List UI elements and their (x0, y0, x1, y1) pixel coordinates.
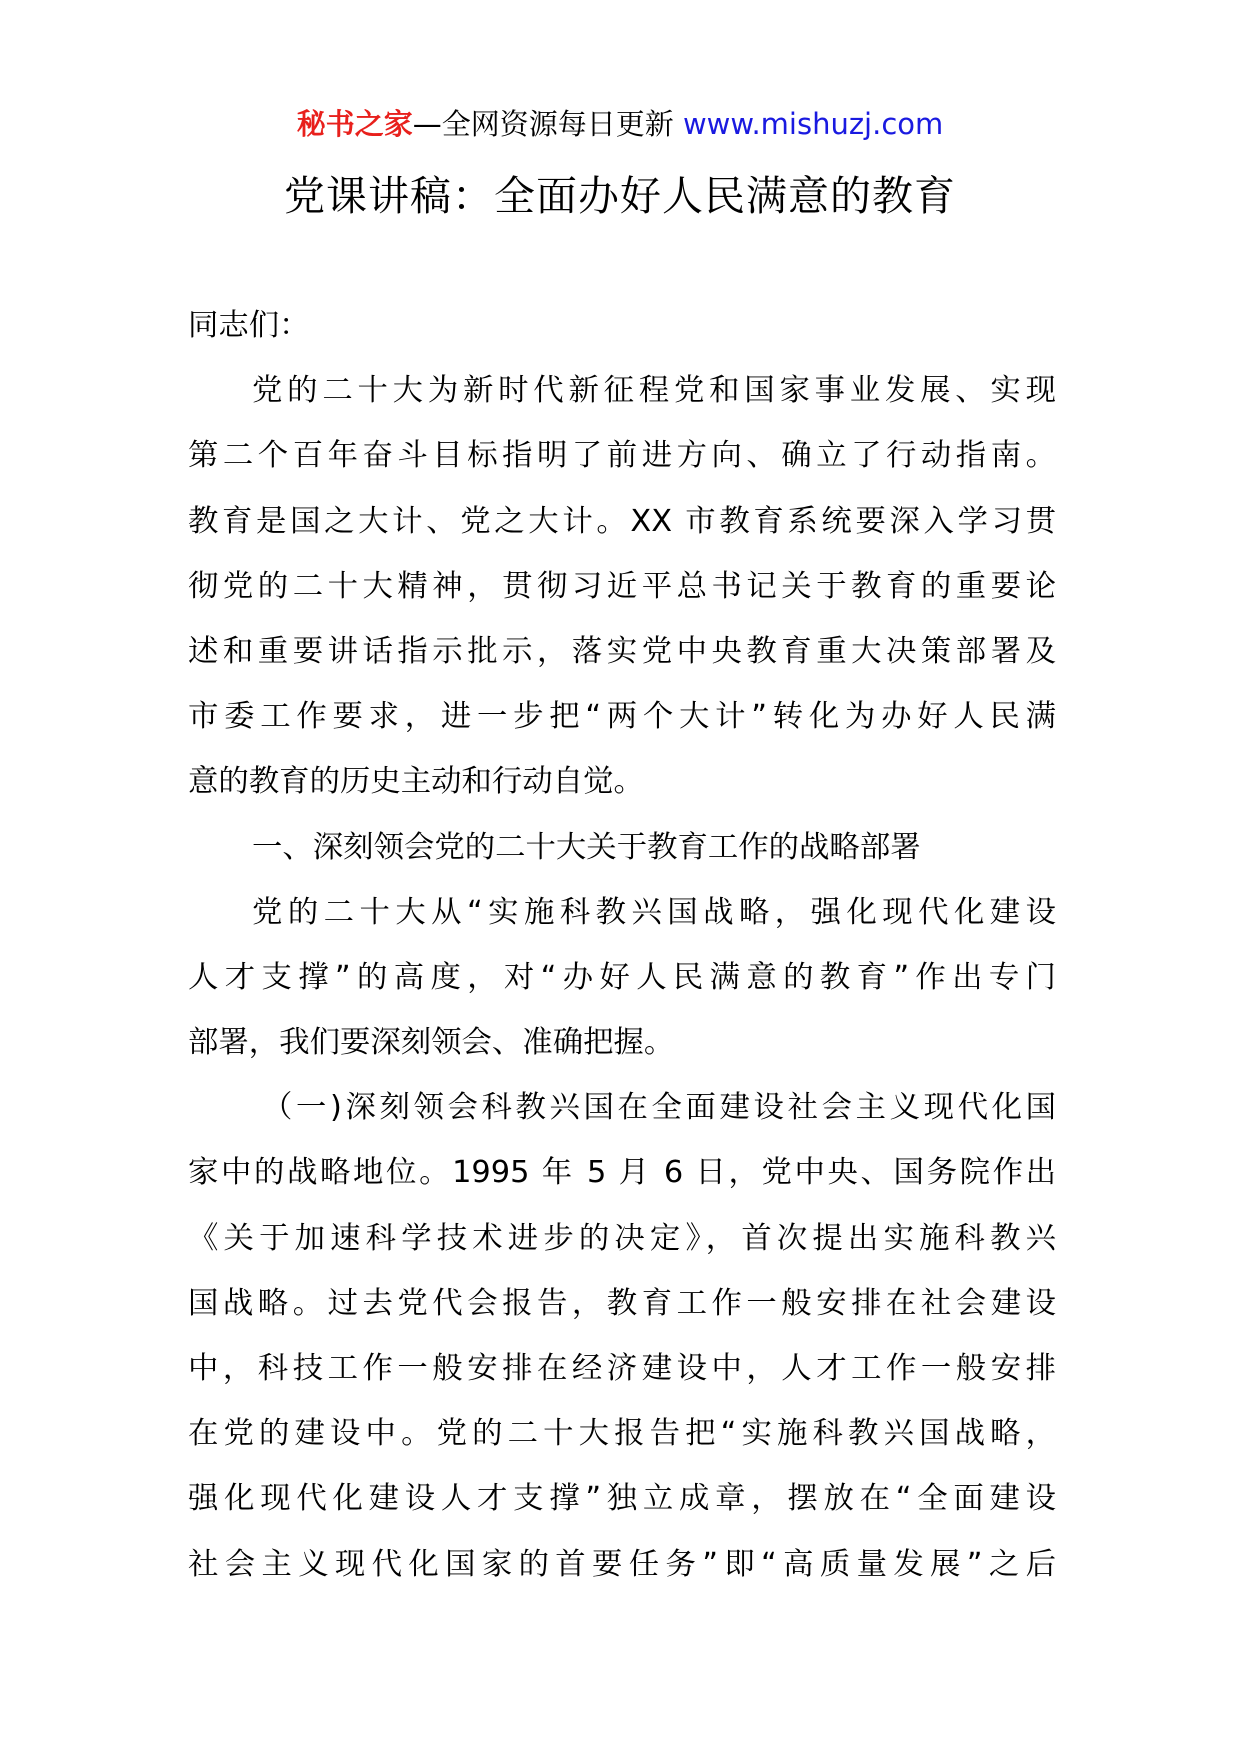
paragraph-line: 述和重要讲话指示批示，落实党中央教育重大决策部署及 (188, 633, 1056, 669)
paragraph-line: 国战略。过去党代会报告，教育工作一般安排在社会建设 (188, 1285, 1056, 1321)
paragraph-line: 教育是国之大计、党之大计。XX 市教育系统要深入学习贯 (188, 503, 1056, 539)
brand-name: 秘书之家 (296, 107, 413, 141)
paragraph-line: 在党的建设中。党的二十大报告把“实施科教兴国战略， (188, 1416, 1056, 1452)
section-heading: 一、深刻领会党的二十大关于教育工作的战略部署 (252, 829, 921, 865)
paragraph-line: 人才支撑”的高度，对“办好人民满意的教育”作出专门 (188, 959, 1056, 995)
paragraph-line: 部署，我们要深刻领会、准确把握。 (188, 1025, 675, 1061)
site-url-link[interactable]: www.mishuzj.com (682, 107, 944, 141)
paragraph-line: 党的二十大从“实施科教兴国战略，强化现代化建设 (252, 894, 1056, 930)
paragraph-line: 彻党的二十大精神，贯彻习近平总书记关于教育的重要论 (188, 568, 1056, 604)
document-title: 党课讲稿：全面办好人民满意的教育 (284, 172, 956, 220)
paragraph-line: 市委工作要求，进一步把“两个大计”转化为办好人民满 (188, 699, 1056, 735)
salutation: 同志们： (188, 308, 310, 343)
document-body (188, 293, 1056, 1597)
paragraph-line: 党的二十大为新时代新征程党和国家事业发展、实现 (252, 373, 1056, 409)
paragraph-line: 家中的战略地位。1995 年 5 月 6 日，党中央、国务院作出 (188, 1155, 1056, 1191)
site-header (0, 104, 1240, 144)
paragraph-line: 中，科技工作一般安排在经济建设中，人才工作一般安排 (188, 1351, 1056, 1386)
paragraph-line: 强化现代化建设人才支撑”独立成章，摆放在“全面建设 (188, 1481, 1056, 1517)
paragraph-line: 意的教育的历史主动和行动自觉。 (188, 764, 644, 800)
header-tagline: —全网资源每日更新 (412, 107, 683, 141)
subsection-line: （一)深刻领会科教兴国在全面建设社会主义现代化国 (262, 1090, 1056, 1126)
paragraph-line: 第二个百年奋斗目标指明了前进方向、确立了行动指南。 (188, 438, 1056, 474)
paragraph-line: 社会主义现代化国家的首要任务”即“高质量发展”之后 (188, 1546, 1056, 1582)
paragraph-line: 《关于加速科学技术进步的决定》，首次提出实施科教兴 (188, 1220, 1056, 1256)
